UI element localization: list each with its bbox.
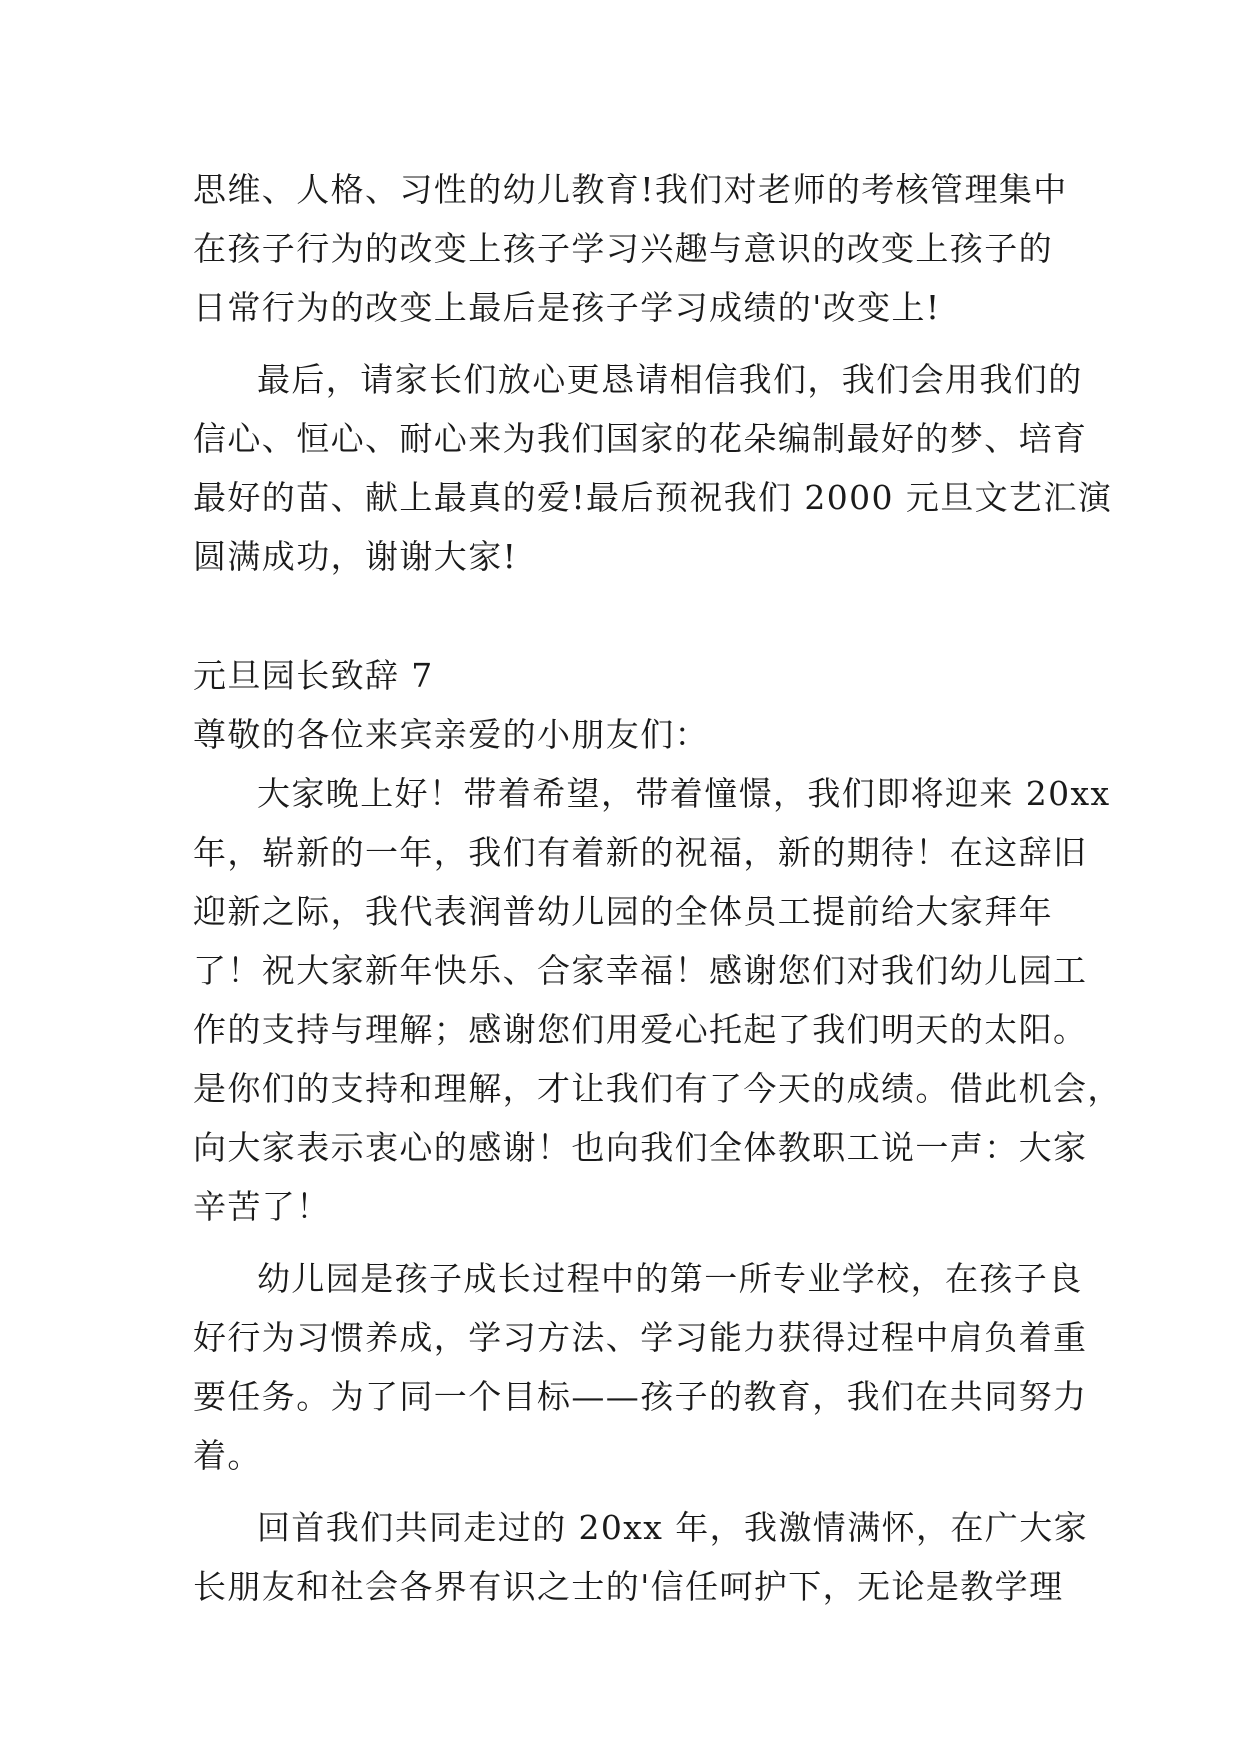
text-line: 了！祝大家新年快乐、合家幸福！感谢您们对我们幼儿园工: [193, 951, 1088, 990]
text-line: 作的支持与理解；感谢您们用爱心托起了我们明天的太阳。: [193, 1010, 1088, 1049]
text-line: 大家晚上好！带着希望，带着憧憬，我们即将迎来 20xx: [257, 774, 1111, 813]
text-line: 最后，请家长们放心更恳请相信我们，我们会用我们的: [257, 360, 1083, 399]
text-line: 在孩子行为的改变上孩子学习兴趣与意识的改变上孩子的: [193, 229, 1053, 268]
document-page: [193, 160, 1122, 1616]
paragraph-4: [193, 1249, 1088, 1485]
text-line: 回首我们共同走过的 20xx 年，我激情满怀，在广大家: [257, 1508, 1088, 1547]
text-line: 年，崭新的一年，我们有着新的祝福，新的期待！在这辞旧: [193, 833, 1088, 872]
paragraph-2: [193, 350, 1113, 586]
text-line: 是你们的支持和理解，才让我们有了今天的成绩。借此机会，: [193, 1069, 1122, 1108]
text-line: 着。: [193, 1436, 262, 1475]
text-line: 要任务。为了同一个目标——孩子的教育，我们在共同努力: [193, 1377, 1088, 1416]
text-line: 信心、恒心、耐心来为我们国家的花朵编制最好的梦、培育: [193, 419, 1088, 458]
text-line: 辛苦了！: [193, 1187, 331, 1226]
text-line: 日常行为的改变上最后是孩子学习成绩的'改变上!: [193, 288, 941, 327]
paragraph-1: [193, 160, 1068, 337]
text-line: 幼儿园是孩子成长过程中的第一所专业学校，在孩子良: [257, 1259, 1083, 1298]
text-line: 向大家表示衷心的感谢！也向我们全体教职工说一声：大家: [193, 1128, 1088, 1167]
section-spacer: [193, 586, 1063, 646]
text-line: 最好的苗、献上最真的爱!最后预祝我们 2000 元旦文艺汇演: [193, 478, 1113, 517]
section-title: 元旦园长致辞 7: [193, 656, 434, 695]
paragraph-3: [193, 764, 1122, 1236]
paragraph-5: [193, 1498, 1088, 1616]
text-line: 迎新之际，我代表润普幼儿园的全体员工提前给大家拜年: [193, 892, 1053, 931]
text-line: 长朋友和社会各界有识之士的'信任呵护下，无论是教学理: [193, 1567, 1064, 1606]
text-line: 好行为习惯养成，学习方法、学习能力获得过程中肩负着重: [193, 1318, 1088, 1357]
salutation: 尊敬的各位来宾亲爱的小朋友们：: [193, 715, 709, 754]
text-line: 圆满成功，谢谢大家!: [193, 537, 518, 576]
text-line: 思维、人格、习性的幼儿教育!我们对老师的考核管理集中: [193, 170, 1068, 209]
